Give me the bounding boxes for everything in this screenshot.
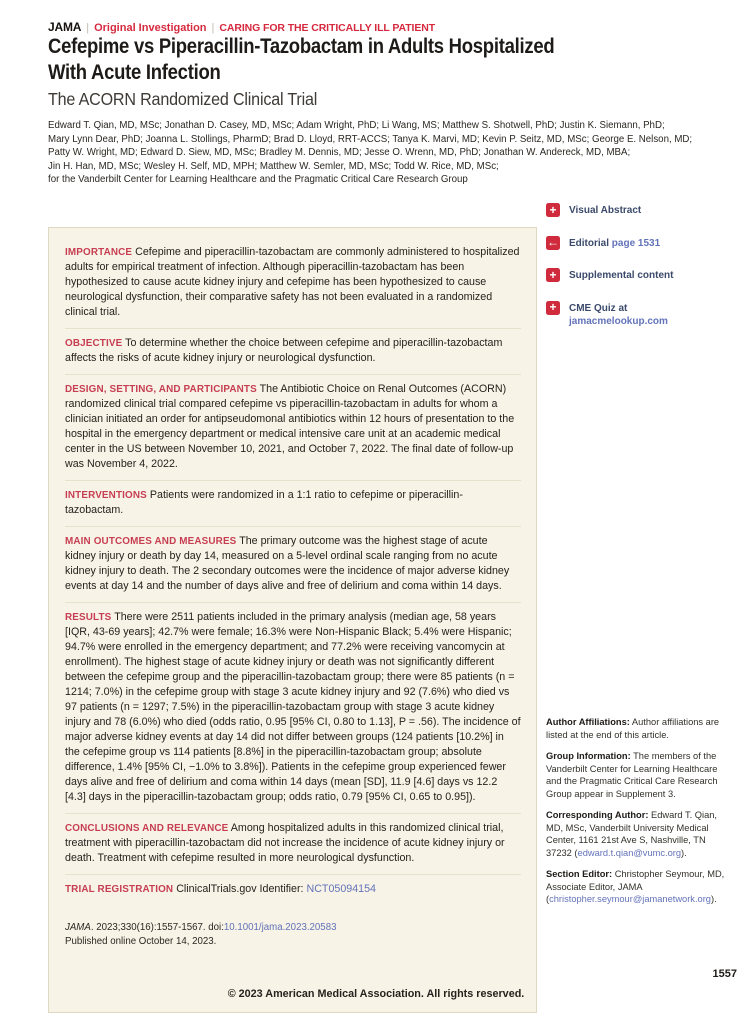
- editorial-page-link[interactable]: page 1531: [611, 237, 661, 249]
- article-kicker: [48, 20, 435, 34]
- published-date: Published online October 14, 2023.: [65, 935, 217, 947]
- resource-links: [546, 203, 732, 347]
- article-title: [48, 34, 554, 85]
- resource-label: [569, 236, 660, 251]
- abstract-section-results: [65, 602, 521, 813]
- article-subtitle: The ACORN Randomized Clinical Trial: [48, 89, 318, 109]
- citation-meta: . 2023;330(16):1557-1567. doi:: [90, 922, 224, 933]
- resource-label: Supplemental content: [569, 270, 674, 281]
- abstract-section-conclusions: [65, 813, 521, 874]
- section-label: OBJECTIVE: [65, 338, 123, 349]
- section-label: DESIGN, SETTING, AND PARTICIPANTS: [65, 384, 257, 395]
- resource-label: [569, 301, 668, 329]
- arrow-left-icon: ←: [547, 235, 559, 249]
- note-text: Author affiliations are listed at the end of this article.: [546, 717, 720, 740]
- section-text: Among hospitalized adults in this randomized clinical trial, treatment with piperacillin-tazobactam did not increase the incidence of acute kidney injury or death. Treatment with cefepime resulted in more neurological dysfunction.: [65, 822, 505, 864]
- supplemental-content-link[interactable]: [546, 268, 732, 283]
- corresponding-author-email-link[interactable]: edward.t.qian@vumc.org: [577, 847, 682, 858]
- cme-quiz-label: CME Quiz at: [569, 302, 628, 314]
- author-line: Mary Lynn Dear, PhD; Joanna L. Stollings, PharmD; Brad D. Lloyd, RRT-ACCS; Tanya K. Marvi, MD; Kevin P. Seitz, MD, MSc; George E. Nelson, MD;: [48, 133, 693, 145]
- section-text: The primary outcome was the highest stage of acute kidney injury or death by day 14, measured on a 5-level ordinal scale ranging from no acute kidney injury to death. The 2 secondary outcomes were the incidence of major adverse kidney events at day 14 and the number of days alive and free of delirium and coma within 14 days.: [65, 535, 510, 592]
- note-suffix: ).: [681, 847, 687, 858]
- note-group-information: [546, 750, 730, 800]
- citation-block: [65, 921, 521, 948]
- series-title: CARING FOR THE CRITICALLY ILL PATIENT: [219, 22, 436, 34]
- article-type: Original Investigation: [94, 22, 207, 34]
- editorial-link[interactable]: [546, 236, 732, 251]
- section-text: To determine whether the choice between cefepime and piperacillin-tazobactam affects the risks of acute kidney injury or neurological dysfunction.: [65, 337, 503, 364]
- nct-registration-link[interactable]: NCT05094154: [306, 883, 377, 895]
- note-label: Corresponding Author:: [546, 810, 649, 820]
- section-label: MAIN OUTCOMES AND MEASURES: [65, 536, 237, 547]
- author-line: Edward T. Qian, MD, MSc; Jonathan D. Casey, MD, MSc; Adam Wright, PhD; Li Wang, MS; Matthew S. Shotwell, PhD; Justin K. Siemann, PhD;: [48, 120, 665, 131]
- plus-icon: +: [546, 301, 560, 315]
- citation-line: [65, 921, 521, 935]
- editorial-label: Editorial: [569, 237, 610, 249]
- section-label: INTERVENTIONS: [65, 490, 147, 501]
- section-label: TRIAL REGISTRATION: [65, 884, 174, 895]
- section-text: ClinicalTrials.gov Identifier:: [176, 883, 307, 895]
- section-label: CONCLUSIONS AND RELEVANCE: [65, 823, 229, 834]
- title-line-2: With Acute Infection: [48, 60, 221, 84]
- page-number: 1557: [712, 968, 737, 980]
- abstract-panel: [48, 227, 537, 1013]
- cme-quiz-link[interactable]: [546, 301, 732, 329]
- note-suffix: ).: [710, 894, 717, 904]
- note-author-affiliations: [546, 716, 730, 741]
- section-label: IMPORTANCE: [65, 247, 133, 258]
- section-editor-email-link[interactable]: christopher.seymour@jamanetwork.org: [549, 894, 711, 904]
- note-text: Edward T. Qian, MD, MSc, Vanderbilt University Medical Center, 1161 21st Ave S, Nashville, TN 37232 (: [546, 810, 718, 858]
- author-byline: [48, 119, 692, 187]
- section-text: There were 2511 patients included in the primary analysis (median age, 58 years [IQR, 43-69 years]; 42.7% were female; 16.3% were Non-Hispanic Black; 5.4% were Hispanic; 94.7% were enrolled in the emergency department; and 77.2% were receiving vancomycin at enrollment). The highest stage of acute kidney injury or death was not significantly different between the cefepime group and the piperacillin-tazobactam group; there were 85 patients (n = 1214; 7.0%) in the cefepime group with stage 3 acute kidney injury and 92 (7.6%) who died vs 97 patients (n = 1297; 7.5%) in the piperacillin-tazobactam group with stage 3 acute kidney injury and 78 (6.0%) who died (odds ratio, 0.95 [95% CI, 0.80 to 1.13], P = .56). The incidence of major adverse kidney events at day 14 did not differ between groups (124 patients [10.2%] in the cefepime group vs 114 patients [8.8%] in the piperacillin-tazobactam group; absolute difference, 1.4% [95% CI, −1.0% to 3.8%]). Patients in the cefepime group experienced fewer days alive and free of delirium and coma within 14 days (mean [SD], 11.9 [4.6] days vs 12.2 [4.3] days in the piperacillin-tazobactam group; odds ratio, 0.79 [95% CI, 0.65 to 0.95]).: [65, 611, 521, 803]
- abstract-section-trial-registration: [65, 874, 521, 905]
- section-text: The Antibiotic Choice on Renal Outcomes (ACORN) randomized clinical trial compared cefepime vs piperacillin-tazobactam in adults for whom a clinician initiated an order for antipseudomonal antibiotics within 12 hours of presentation to the hospital in the emergency department or medical intensive care unit at an academic medical center in the US between November 10, 2021, and October 7, 2022. The final date of follow-up was November 4, 2022.: [65, 383, 515, 470]
- title-line-1: Cefepime vs Piperacillin-Tazobactam in Adults Hospitalized: [48, 35, 555, 58]
- kicker-divider: |: [211, 22, 215, 34]
- abstract-section-design: [65, 374, 521, 480]
- abstract-section-importance: [65, 238, 521, 328]
- doi-link[interactable]: 10.1001/jama.2023.20583: [223, 922, 337, 933]
- kicker-divider: |: [86, 22, 90, 34]
- section-text: Cefepime and piperacillin-tazobactam are commonly administered to hospitalized adults for empirical treatment of infection. Although piperacillin-tazobactam has been hypothesized to cause acute kidney injury and cefepime has been hypothesized to cause neurological dysfunction, their comparative safety has not been evaluated in a randomized clinical trial.: [65, 246, 520, 318]
- note-text: The members of the Vanderbilt Center for Learning Healthcare and the Pragmatic Critical Care Research Group appear in Supplement 3.: [546, 751, 718, 799]
- abstract-section-outcomes: [65, 526, 521, 602]
- note-label: Section Editor:: [546, 869, 613, 879]
- author-line: for the Vanderbilt Center for Learning Healthcare and the Pragmatic Critical Care Research Group: [48, 174, 468, 185]
- copyright-footer: © 2023 American Medical Association. All rights reserved.: [227, 988, 525, 1000]
- author-line: Patty W. Wright, MD; Edward D. Siew, MD, MSc; Bradley M. Dennis, MD; Jesse O. Wrenn, MD, PhD; Jonathan W. Andereck, MD, MBA;: [48, 147, 631, 158]
- section-text: Patients were randomized in a 1:1 ratio to cefepime or piperacillin-tazobactam.: [65, 489, 463, 516]
- author-line: Jin H. Han, MD, MSc; Wesley H. Self, MD, MPH; Matthew W. Semler, MD, MSc; Todd W. Rice, MD, MSc;: [48, 160, 499, 172]
- journal-brand: JAMA: [48, 20, 82, 34]
- abstract-section-objective: [65, 328, 521, 374]
- note-corresponding-author: [546, 809, 730, 859]
- cme-quiz-url-link[interactable]: jamacmelookup.com: [569, 316, 668, 327]
- resource-label: Visual Abstract: [569, 205, 642, 216]
- plus-icon: +: [546, 268, 560, 282]
- note-label: Author Affiliations:: [546, 717, 630, 727]
- note-text: Christopher Seymour, MD, Associate Editor, JAMA (: [546, 869, 725, 904]
- article-notes: [546, 716, 730, 915]
- note-label: Group Information:: [546, 751, 631, 761]
- citation-journal: JAMA: [65, 922, 91, 933]
- plus-icon: +: [546, 203, 560, 217]
- section-label: RESULTS: [65, 612, 112, 623]
- note-section-editor: [546, 868, 730, 906]
- abstract-section-interventions: [65, 480, 521, 526]
- visual-abstract-link[interactable]: [546, 203, 732, 218]
